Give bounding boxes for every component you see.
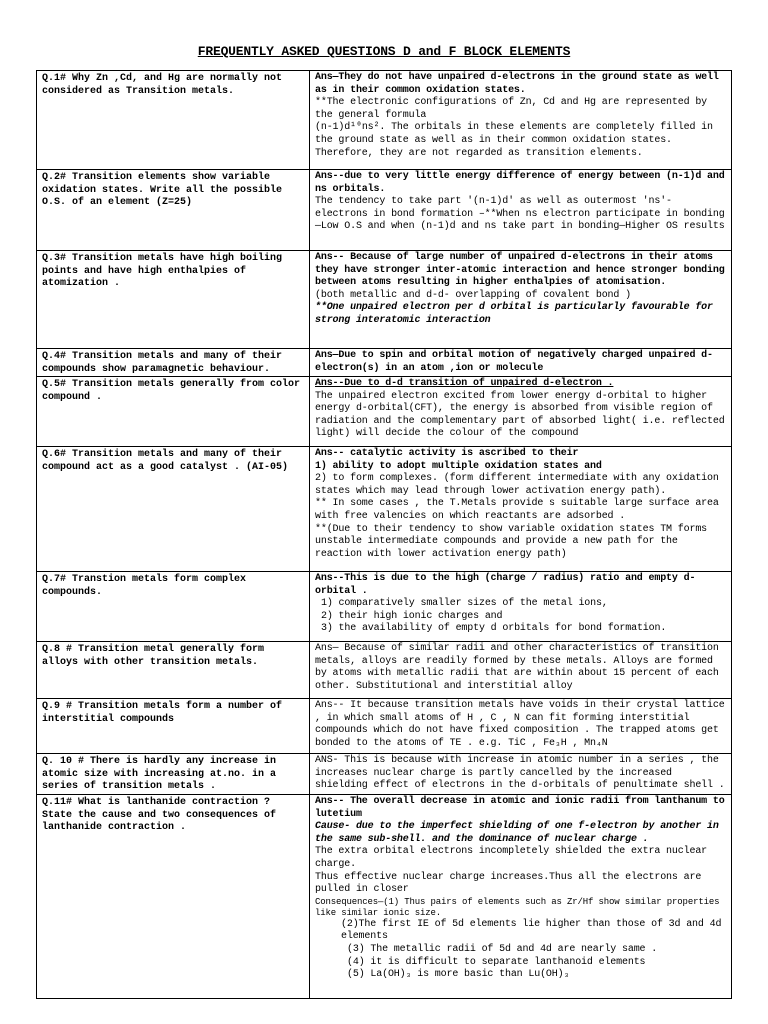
answer-line: Ans-- Because of large number of unpaired d-electrons in their atoms they have stronger inter-atomic interaction and hence stronger bonding between atoms resulting in higher enthalpies of atomisation.	[315, 252, 725, 289]
answer-cell	[310, 699, 732, 754]
answer-cell	[310, 71, 732, 170]
answer-line: The tendency to take part '(n-1)d' as well as outermost 'ns'- electrons in bond formation –**When ns electron participate in bonding—Low O.S and when (n-1)d and ns take part in bonding—Higher OS results	[315, 196, 725, 233]
question-cell: Q. 10 # There is hardly any increase in atomic size with increasing at.no. in a series of transition metals .	[37, 754, 310, 795]
table-row	[37, 377, 732, 447]
answer-line: **(Due to their tendency to show variable oxidation states TM forms unstable intermediate compounds and provide a new path for the reaction with lower activation energy path)	[315, 523, 708, 560]
answer-line: Ans—Due to spin and orbital motion of negatively charged unpaired d-electron(s) in an atom ,ion or molecule	[315, 350, 713, 374]
answer-cell	[310, 349, 732, 377]
faq-table	[36, 70, 732, 999]
answer-line: (4) it is difficult to separate lanthanoid elements	[347, 956, 646, 968]
answer-cell	[310, 795, 732, 999]
answer-line: 1) comparatively smaller sizes of the metal ions,	[321, 598, 608, 610]
table-row	[37, 699, 732, 754]
question-cell: Q.11# What is lanthanide contraction ? State the cause and two consequences of lanthanide contraction .	[37, 795, 310, 999]
table-row	[37, 795, 732, 999]
answer-cell	[310, 377, 732, 447]
question-cell: Q.7# Transtion metals form complex compounds.	[37, 572, 310, 642]
answer-cell	[310, 447, 732, 572]
question-cell: Q.5# Transition metals generally from color compound .	[37, 377, 310, 447]
answer-line: (2)The first IE of 5d elements lie higher than those of 3d and 4d elements	[341, 918, 722, 943]
answer-line: Cause- due to the imperfect shielding of one f-electron by another in the same sub-shell. and the dominance of nuclear charge .	[315, 821, 719, 845]
question-cell: Q.6# Transition metals and many of their compound act as a good catalyst . (AI-05)	[37, 447, 310, 572]
question-cell: Q.4# Transition metals and many of their compounds show paramagnetic behaviour.	[37, 349, 310, 377]
answer-line: **The electronic configurations of Zn, Cd and Hg are represented by the general formula	[315, 97, 708, 121]
answer-line: Ans-- It because transition metals have voids in their crystal lattice , in which small atoms of H , C , N can fit forming interstitial compounds which do not have fixed composition . The trapped atoms get bonded to the atoms of TE . e.g. TiC , Fe₃H , Mn₄N	[315, 700, 725, 749]
answer-line: Ans--This is due to the high (charge / radius) ratio and empty d-orbital .	[315, 573, 696, 597]
answer-line: 2) their high ionic charges and	[321, 610, 503, 622]
answer-line: (3) The metallic radii of 5d and 4d are nearly same .	[347, 943, 658, 955]
question-cell: Q.1# Why Zn ,Cd, and Hg are normally not considered as Transition metals.	[37, 71, 310, 170]
question-cell: Q.9 # Transition metals form a number of interstitial compounds	[37, 699, 310, 754]
answer-cell	[310, 170, 732, 251]
answer-cell	[310, 754, 732, 795]
answer-line: The extra orbital electrons incompletely shielded the extra nuclear charge.	[315, 846, 708, 870]
answer-line: The unpaired electron excited from lower energy d-orbital to higher energy d-orbital(CFT), the energy is absorbed from visible region of radiation and the complementary part of absorbed light( i.e. reflected light) will decide the colour of the compound	[315, 390, 725, 440]
answer-line: 1) ability to adopt multiple oxidation states and	[315, 460, 602, 472]
answer-line: ** In some cases , the T.Metals provide s suitable large surface area with free valencies on which reactants are adsorbed .	[315, 498, 719, 522]
answer-line: (both metallic and d-d- overlapping of covalent bond )	[315, 289, 631, 301]
table-row	[37, 251, 732, 349]
answer-line: (5) La(OH)₃ is more basic than Lu(OH)₃	[347, 969, 570, 981]
table-row	[37, 170, 732, 251]
answer-line: Ans— Because of similar radii and other characteristics of transition metals, alloys are readily formed by these metals. Alloys are formed by atoms with metallic radii that are within about 15 percent of each other. Substitutional and interstitial alloy	[315, 643, 719, 692]
answer-line: Thus effective nuclear charge increases.Thus all the electrons are pulled in closer	[315, 871, 702, 896]
table-row	[37, 642, 732, 699]
answer-line: Consequences—(1) Thus pairs of elements such as Zr/Hf show similar properties like similar ionic size.	[315, 896, 720, 918]
answer-line: 3) the availability of empty d orbitals for bond formation.	[321, 623, 667, 635]
question-cell: Q.3# Transition metals have high boiling points and have high enthalpies of atomization .	[37, 251, 310, 349]
answer-line: (n-1)d¹⁰ns². The orbitals in these elements are completely filled in the ground state as well as in their common oxidation states. Therefore, they are not regarded as transition elements.	[315, 122, 713, 159]
answer-line: Ans-- catalytic activity is ascribed to their	[315, 448, 579, 459]
question-cell: Q.8 # Transition metal generally form alloys with other transition metals.	[37, 642, 310, 699]
answer-cell	[310, 251, 732, 349]
answer-line: Ans—They do not have unpaired d-electrons in the ground state as well as in their common oxidation states.	[315, 72, 719, 96]
table-row	[37, 754, 732, 795]
answer-line: 2) to form complexes. (form different intermediate with any oxidation states which may lead through lower activation energy path).	[315, 473, 719, 497]
table-row	[37, 71, 732, 170]
answer-line: ANS- This is because with increase in atomic number in a series , the increases nuclear charge is partly cancelled by the increased shielding effect of electrons in the d-orbitals of penultimate shell .	[315, 755, 725, 792]
answer-line: Ans-- The overall decrease in atomic and ionic radii from lanthanum to lutetium	[315, 796, 725, 820]
answer-line: Ans--Due to d-d transition of unpaired d-electron .	[315, 378, 614, 389]
table-row	[37, 572, 732, 642]
page-title: FREQUENTLY ASKED QUESTIONS D and F BLOCK ELEMENTS	[197, 44, 571, 59]
answer-cell	[310, 572, 732, 642]
question-cell: Q.2# Transition elements show variable oxidation states. Write all the possible O.S. of an element (Z=25)	[37, 170, 310, 251]
answer-line: **One unpaired electron per d orbital is particularly favourable for strong interatomic interaction	[315, 302, 713, 326]
answer-cell	[310, 642, 732, 699]
table-row	[37, 349, 732, 377]
answer-line: Ans--due to very little energy difference of energy between (n-1)d and ns orbitals.	[315, 171, 725, 195]
table-row	[37, 447, 732, 572]
